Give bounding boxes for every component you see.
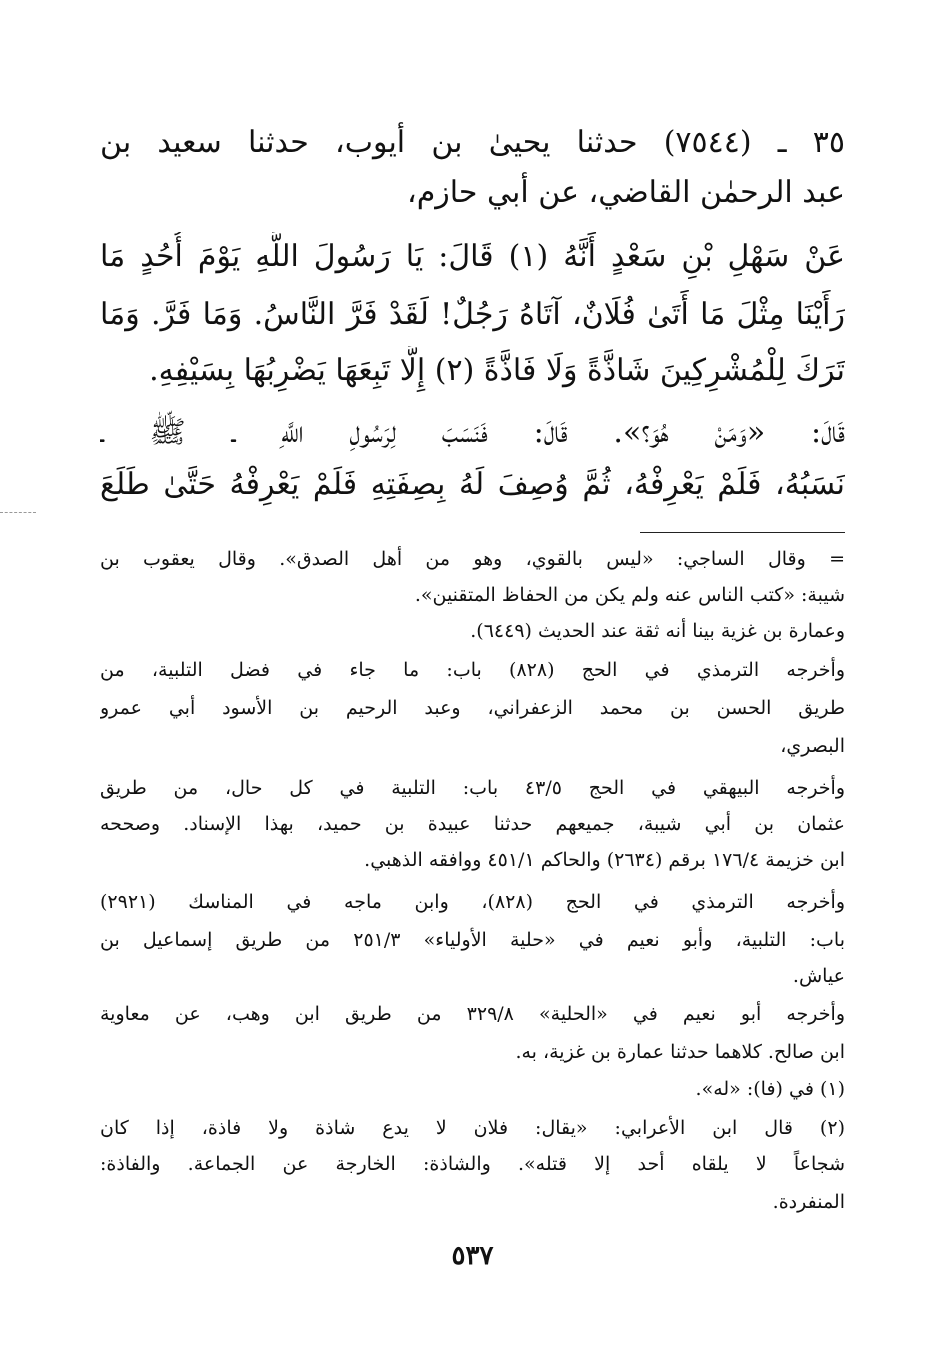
footnote-line-13: وأخرجه أبو نعيم في «الحلية» ٣٢٩/٨ من طريق ابن وهب، عن معاوية: [100, 1003, 845, 1025]
footnote-line-2: شيبة: «كتب الناس عنه ولم يكن من الحفاظ المتقنين».: [414, 584, 845, 606]
footnote-line-8: عثمان بن أبي شيبة، جميعهم حدثنا عبيدة بن حميد، بهذا الإسناد. وصححه: [100, 813, 845, 835]
footnote-line-17: شجاعاً لا يلقاه أحد إلا قتله». والشاذة: الخارجة عن الجماعة. والفاذة:: [100, 1153, 845, 1175]
footnote-line-7: وأخرجه البيهقي في الحج ٤٣/٥ باب: التلبية في كل حال، من طريق: [100, 777, 845, 799]
footnote-line-3: وعمارة بن غزية بينا أنه ثقة عند الحديث (٦٤٤٩).: [470, 620, 845, 642]
footnote-line-1: = وقال الساجي: «ليس بالقوي، وهو من أهل الصدق». وقال يعقوب بن: [100, 548, 845, 570]
page-number: ٥٣٧: [451, 1241, 494, 1271]
footnote-line-5: طريق الحسن بن محمد الزعفراني، وعبد الرحيم بن الأسود أبي عمرو: [100, 697, 845, 719]
matn-line-2: رَأَيْنَا مِثْلَ مَا أَتَىٰ فُلَانٌ، آتَاهُ رَجُلٌ! لَقَدْ فَرَّ النَّاسُ. وَمَا فَرَّ. وَمَا: [100, 297, 845, 332]
hadith-header-line-1: ٣٥ ـ (٧٥٤٤) حدثنا يحيىٰ بن أيوب، حدثنا سعيد بن: [100, 125, 845, 160]
footnote-separator: [640, 532, 845, 533]
footnote-line-15: (١) في (فا): «له».: [695, 1078, 845, 1100]
footnote-line-14: ابن صالح. كلاهما حدثنا عمارة بن غزية، به.: [515, 1041, 845, 1063]
footnote-line-18: المنفردة.: [772, 1191, 845, 1213]
matn-line-5: نَسَبُهُ، فَلَمْ يَعْرِفْهُ، ثُمَّ وُصِفَ لَهُ بِصِفَتِهِ فَلَمْ يَعْرِفْهُ حَتَّىٰ طَلَعَ: [100, 467, 845, 502]
footnote-line-6: البصري،: [780, 735, 845, 757]
hadith-header-line-2: عبد الرحمٰن القاضي، عن أبي حازم،: [407, 175, 845, 210]
footnote-line-4: وأخرجه الترمذي في الحج (٨٢٨) باب: ما جاء في فضل التلبية، من: [100, 659, 845, 681]
footnote-line-9: ابن خزيمة ١٧٦/٤ برقم (٢٦٣٤) والحاكم ٤٥١/١ ووافقه الذهبي.: [364, 849, 845, 871]
footnote-line-12: عياش.: [792, 965, 845, 987]
margin-mark: [0, 512, 36, 513]
matn-line-3: تَرَكَ لِلْمُشْرِكِينَ شَاذَّةً وَلَا فَاذَّةً (٢) إِلَّا تَبِعَهَا يَضْرِبُهَا بِسَيْفِهِ.: [149, 353, 845, 388]
footnote-line-10: وأخرجه الترمذي في الحج (٨٢٨)، وابن ماجه في المناسك (٢٩٢١): [100, 891, 845, 913]
matn-line-4: قَالَ: «وَمَنْ هُوَ؟». قَالَ: فَنَسَبَ لِرَسُولِ اللَّهِ ـ ﷺ ـ: [100, 415, 845, 450]
footnote-line-16: (٢) قال ابن الأعرابي: «يقال: فلان لا يدع شاذة ولا فاذة، إذا كان: [100, 1117, 845, 1139]
matn-line-1: عَنْ سَهْلِ بْنِ سَعْدٍ أَنَّهُ (١) قَالَ: يَا رَسُولَ اللَّهِ يَوْمَ أُحُدٍ مَا: [100, 239, 845, 274]
footnote-line-11: باب: التلبية، وأبو نعيم في «حلية الأولياء» ٢٥١/٣ من طريق إسماعيل بن: [100, 929, 845, 951]
